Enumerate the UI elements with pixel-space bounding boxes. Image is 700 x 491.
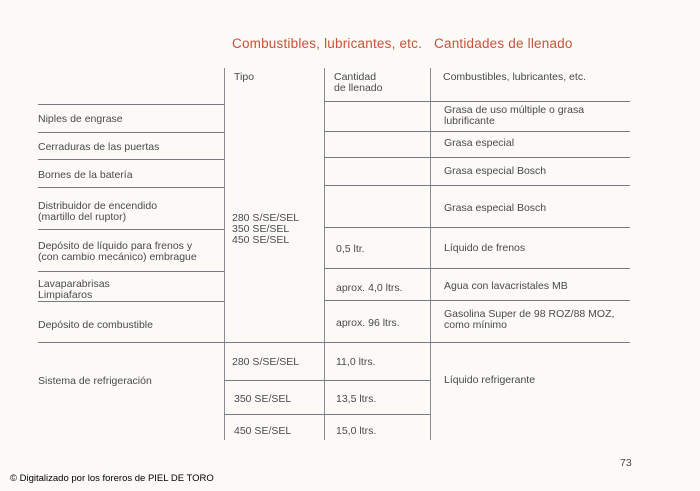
product-value: Líquido de frenos [444, 242, 526, 254]
item-label: Depósito de combustible [38, 319, 153, 331]
row-divider [324, 101, 630, 102]
row-divider [224, 342, 630, 343]
col-divider [430, 68, 431, 440]
product-value: Grasa especial [444, 137, 515, 149]
row-divider [38, 132, 224, 133]
row-divider [324, 185, 630, 186]
title-fuels: Combustibles, lubricantes, etc. [232, 36, 423, 51]
scan-credit: © Digitalizado por los foreros de PIEL DE TORO [10, 473, 214, 484]
row-divider [38, 229, 224, 230]
title-fill-quantities: Cantidades de llenado [434, 36, 573, 51]
item-label: Bornes de la batería [38, 169, 133, 181]
item-label: Depósito de líquido para frenos y (con cambio mecánico) embrague [38, 240, 197, 263]
product-value: Agua con lavacristales MB [444, 280, 568, 292]
header-cantidad: Cantidad de llenado [334, 71, 383, 94]
row-divider [324, 300, 630, 301]
row-divider [38, 271, 224, 272]
row-divider [324, 227, 630, 228]
row-divider [224, 414, 430, 415]
product-value: Grasa especial Bosch [444, 202, 547, 214]
row-divider [324, 131, 630, 132]
refrig-tipo: 280 S/SE/SEL [232, 356, 300, 368]
col-divider [224, 68, 225, 440]
refrig-cantidad: 15,0 ltrs. [336, 425, 377, 437]
refrig-cantidad: 11,0 ltrs. [336, 356, 376, 368]
row-divider [324, 157, 630, 158]
cantidad-value: 0,5 ltr. [336, 243, 365, 255]
page-title [232, 36, 573, 51]
refrig-tipo: 450 SE/SEL [234, 425, 292, 437]
row-divider [38, 159, 224, 160]
refrig-tipo: 350 SE/SEL [234, 393, 292, 405]
tipo-group: 280 S/SE/SEL 350 SE/SEL 450 SE/SEL [232, 212, 300, 246]
item-label: Niples de engrase [38, 113, 123, 125]
page-number: 73 [620, 457, 632, 469]
item-label: Distribuidor de encendido (martillo del ruptor) [38, 200, 158, 223]
item-label: Sistema de refrigeración [38, 375, 152, 387]
cantidad-value: aprox. 4,0 ltrs. [336, 282, 403, 294]
product-value: Líquido refrigerante [444, 374, 536, 386]
header-tipo: Tipo [234, 71, 255, 83]
row-divider [38, 187, 224, 188]
item-label: Lavaparabrisas Limpiafaros [38, 278, 110, 301]
row-divider [38, 104, 224, 105]
col-divider [324, 68, 325, 440]
cantidad-value: aprox. 96 ltrs. [336, 317, 400, 329]
product-value: Gasolina Super de 98 ROZ/88 MOZ, como mínimo [444, 308, 615, 331]
row-divider [324, 268, 630, 269]
product-value: Grasa de uso múltiple o grasa lubrificante [444, 104, 585, 127]
header-combustibles: Combustibles, lubricantes, etc. [443, 71, 586, 83]
item-label: Cerraduras de las puertas [38, 141, 160, 153]
product-value: Grasa especial Bosch [444, 165, 547, 177]
refrig-cantidad: 13,5 ltrs. [336, 393, 377, 405]
row-divider [38, 301, 224, 302]
row-divider [224, 380, 430, 381]
row-divider [38, 342, 224, 343]
